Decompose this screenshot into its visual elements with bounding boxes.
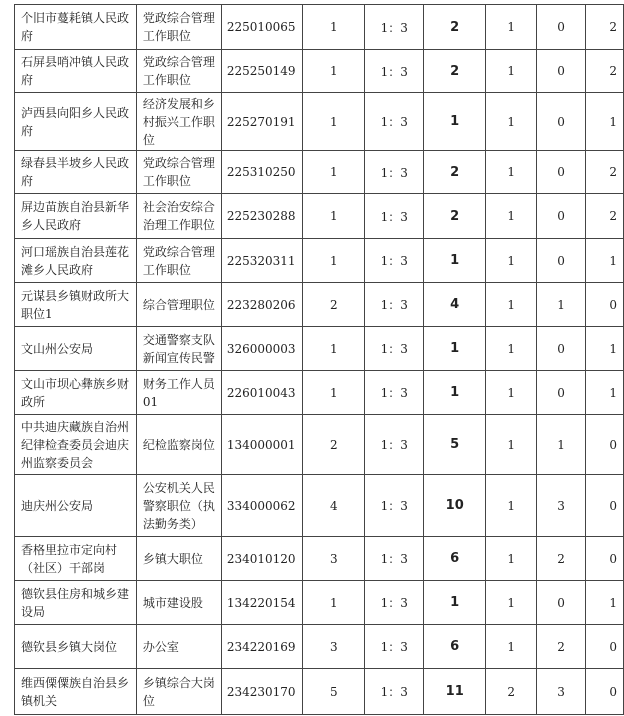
count-b-cell: 1 [537, 415, 586, 475]
count-c-cell: 1 [586, 327, 624, 371]
org-cell: 石屏县哨冲镇人民政府 [15, 50, 137, 93]
count-a-cell: 1 [486, 194, 537, 239]
table-row [15, 327, 624, 371]
table-row [15, 239, 624, 283]
ratio-cell: 1：3 [365, 581, 424, 625]
ratio-cell: 1：3 [365, 669, 424, 715]
count-b-cell: 0 [537, 581, 586, 625]
count-a-cell: 1 [486, 239, 537, 283]
count-a-cell: 1 [486, 371, 537, 415]
count-c-cell: 0 [586, 283, 624, 327]
code-cell: 225230288 [221, 194, 302, 239]
code-cell: 334000062 [221, 475, 302, 537]
code-cell: 134220154 [221, 581, 302, 625]
count-a-cell: 2 [486, 669, 537, 715]
recruit-count-cell: 5 [303, 669, 365, 715]
ratio-cell: 1：3 [365, 475, 424, 537]
position-cell: 财务工作人员01 [136, 371, 221, 415]
org-cell: 维西傈僳族自治县乡镇机关 [15, 669, 137, 715]
applicants-cell: 2 [424, 5, 486, 50]
recruit-count-cell: 2 [303, 283, 365, 327]
org-cell: 香格里拉市定向村（社区）干部岗 [15, 537, 137, 581]
table-row [15, 581, 624, 625]
org-cell: 迪庆州公安局 [15, 475, 137, 537]
count-b-cell: 0 [537, 239, 586, 283]
position-cell: 交通警察支队新闻宣传民警 [136, 327, 221, 371]
table-row [15, 283, 624, 327]
applicants-cell: 1 [424, 581, 486, 625]
code-cell: 234220169 [221, 625, 302, 669]
org-cell: 个旧市蔓耗镇人民政府 [15, 5, 137, 50]
ratio-cell: 1：3 [365, 327, 424, 371]
count-b-cell: 0 [537, 194, 586, 239]
count-a-cell: 1 [486, 327, 537, 371]
code-cell: 326000003 [221, 327, 302, 371]
applicants-cell: 6 [424, 625, 486, 669]
position-cell: 党政综合管理工作职位 [136, 239, 221, 283]
count-c-cell: 1 [586, 371, 624, 415]
position-cell: 办公室 [136, 625, 221, 669]
count-b-cell: 0 [537, 50, 586, 93]
org-cell: 绿春县半坡乡人民政府 [15, 151, 137, 194]
table-row [15, 371, 624, 415]
org-cell: 德钦县乡镇大岗位 [15, 625, 137, 669]
recruit-count-cell: 1 [303, 5, 365, 50]
org-cell: 河口瑶族自治县莲花滩乡人民政府 [15, 239, 137, 283]
ratio-cell: 1：3 [365, 371, 424, 415]
count-a-cell: 1 [486, 537, 537, 581]
count-c-cell: 0 [586, 625, 624, 669]
count-b-cell: 0 [537, 151, 586, 194]
ratio-cell: 1：3 [365, 50, 424, 93]
applicants-cell: 11 [424, 669, 486, 715]
code-cell: 225320311 [221, 239, 302, 283]
position-cell: 经济发展和乡村振兴工作职位 [136, 93, 221, 151]
table-row [15, 475, 624, 537]
count-b-cell: 0 [537, 5, 586, 50]
count-b-cell: 1 [537, 283, 586, 327]
ratio-cell: 1：3 [365, 194, 424, 239]
count-b-cell: 0 [537, 371, 586, 415]
count-c-cell: 2 [586, 50, 624, 93]
applicants-cell: 2 [424, 194, 486, 239]
position-cell: 乡镇大职位 [136, 537, 221, 581]
code-cell: 226010043 [221, 371, 302, 415]
count-c-cell: 0 [586, 475, 624, 537]
code-cell: 134000001 [221, 415, 302, 475]
position-cell: 城市建设股 [136, 581, 221, 625]
table-row [15, 5, 624, 50]
recruit-count-cell: 1 [303, 93, 365, 151]
recruit-count-cell: 1 [303, 581, 365, 625]
recruit-count-cell: 4 [303, 475, 365, 537]
count-b-cell: 2 [537, 537, 586, 581]
table-row [15, 194, 624, 239]
applicants-cell: 2 [424, 151, 486, 194]
recruit-count-cell: 1 [303, 50, 365, 93]
applicants-cell: 2 [424, 50, 486, 93]
code-cell: 234230170 [221, 669, 302, 715]
count-b-cell: 0 [537, 93, 586, 151]
applicants-cell: 6 [424, 537, 486, 581]
recruit-count-cell: 2 [303, 415, 365, 475]
count-c-cell: 1 [586, 93, 624, 151]
table-row [15, 415, 624, 475]
recruitment-table [14, 4, 624, 715]
table-row [15, 50, 624, 93]
count-a-cell: 1 [486, 415, 537, 475]
recruit-count-cell: 1 [303, 239, 365, 283]
recruit-count-cell: 1 [303, 151, 365, 194]
count-c-cell: 2 [586, 194, 624, 239]
table-row [15, 151, 624, 194]
count-c-cell: 2 [586, 151, 624, 194]
org-cell: 文山州公安局 [15, 327, 137, 371]
count-c-cell: 0 [586, 415, 624, 475]
org-cell: 德钦县住房和城乡建设局 [15, 581, 137, 625]
count-c-cell: 0 [586, 669, 624, 715]
recruit-count-cell: 3 [303, 625, 365, 669]
count-a-cell: 1 [486, 581, 537, 625]
code-cell: 225010065 [221, 5, 302, 50]
recruit-count-cell: 1 [303, 327, 365, 371]
count-b-cell: 3 [537, 669, 586, 715]
count-c-cell: 2 [586, 5, 624, 50]
count-a-cell: 1 [486, 283, 537, 327]
org-cell: 泸西县向阳乡人民政府 [15, 93, 137, 151]
applicants-cell: 4 [424, 283, 486, 327]
count-b-cell: 2 [537, 625, 586, 669]
applicants-cell: 1 [424, 327, 486, 371]
ratio-cell: 1：3 [365, 537, 424, 581]
count-c-cell: 1 [586, 239, 624, 283]
position-cell: 公安机关人民警察职位（执法勤务类） [136, 475, 221, 537]
ratio-cell: 1：3 [365, 625, 424, 669]
applicants-cell: 10 [424, 475, 486, 537]
org-cell: 屏边苗族自治县新华乡人民政府 [15, 194, 137, 239]
ratio-cell: 1：3 [365, 93, 424, 151]
count-a-cell: 1 [486, 5, 537, 50]
recruit-count-cell: 1 [303, 194, 365, 239]
position-cell: 综合管理职位 [136, 283, 221, 327]
position-cell: 社会治安综合治理工作职位 [136, 194, 221, 239]
table-row [15, 625, 624, 669]
count-a-cell: 1 [486, 93, 537, 151]
count-a-cell: 1 [486, 625, 537, 669]
recruit-count-cell: 3 [303, 537, 365, 581]
ratio-cell: 1：3 [365, 239, 424, 283]
count-b-cell: 0 [537, 327, 586, 371]
ratio-cell: 1：3 [365, 5, 424, 50]
applicants-cell: 1 [424, 93, 486, 151]
org-cell: 文山市坝心彝族乡财政所 [15, 371, 137, 415]
code-cell: 225310250 [221, 151, 302, 194]
org-cell: 中共迪庆藏族自治州纪律检查委员会迪庆州监察委员会 [15, 415, 137, 475]
count-b-cell: 3 [537, 475, 586, 537]
ratio-cell: 1：3 [365, 415, 424, 475]
table-row [15, 537, 624, 581]
applicants-cell: 5 [424, 415, 486, 475]
count-c-cell: 0 [586, 537, 624, 581]
position-cell: 党政综合管理工作职位 [136, 5, 221, 50]
code-cell: 225250149 [221, 50, 302, 93]
count-c-cell: 1 [586, 581, 624, 625]
code-cell: 234010120 [221, 537, 302, 581]
applicants-cell: 1 [424, 239, 486, 283]
table-row [15, 669, 624, 715]
org-cell: 元谋县乡镇财政所大职位1 [15, 283, 137, 327]
position-cell: 党政综合管理工作职位 [136, 50, 221, 93]
ratio-cell: 1：3 [365, 283, 424, 327]
position-cell: 党政综合管理工作职位 [136, 151, 221, 194]
code-cell: 225270191 [221, 93, 302, 151]
code-cell: 223280206 [221, 283, 302, 327]
recruit-count-cell: 1 [303, 371, 365, 415]
ratio-cell: 1：3 [365, 151, 424, 194]
position-cell: 乡镇综合大岗位 [136, 669, 221, 715]
count-a-cell: 1 [486, 151, 537, 194]
table-row [15, 93, 624, 151]
position-cell: 纪检监察岗位 [136, 415, 221, 475]
count-a-cell: 1 [486, 50, 537, 93]
applicants-cell: 1 [424, 371, 486, 415]
count-a-cell: 1 [486, 475, 537, 537]
